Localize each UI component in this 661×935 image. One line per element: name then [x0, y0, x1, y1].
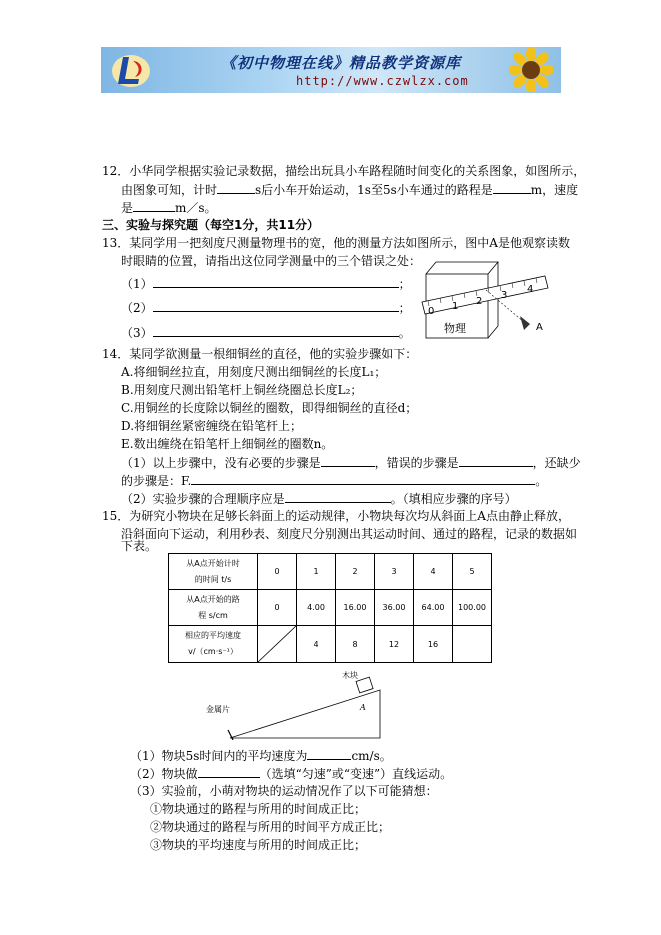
sunflower-icon — [509, 48, 553, 92]
header-banner — [101, 47, 561, 93]
answer-blank[interactable] — [493, 180, 531, 194]
table-cell: 3 — [375, 554, 414, 590]
q14-sub2: （2）实验步骤的合理顺序应是 。（填相应步骤的序号） — [121, 489, 517, 508]
ruler — [422, 276, 548, 314]
table-cell: 12 — [375, 626, 414, 663]
banner-url[interactable]: http://www.czwlzx.com — [296, 74, 469, 88]
incline-figure — [200, 668, 390, 740]
q15-sub2: （2）物块做 （选填“匀速”或“变速”）直线运动。 — [130, 764, 452, 783]
q14-step-e: E.数出缠绕在铅笔杆上细铜丝的圈数n。 — [121, 437, 334, 451]
q14-step-c: C.用铜丝的长度除以铜丝的圈数，即得细铜丝的直径d； — [121, 401, 418, 415]
table-cell: 2 — [336, 554, 375, 590]
q12-line3: 是 m／s。 — [121, 198, 217, 217]
ruler-measurement-figure — [420, 256, 555, 341]
q15-line3: 下表。 — [121, 539, 158, 553]
table-cell: 16.00 — [336, 590, 375, 626]
data-table — [168, 553, 492, 663]
table-cell: 0 — [258, 554, 297, 590]
eye-label: A — [536, 322, 543, 333]
ruler-tick-label: 2 — [476, 296, 483, 307]
table-cell: 64.00 — [414, 590, 453, 626]
table-row — [169, 554, 492, 590]
q12-line1: 12．小华同学根据实验记录数据，描绘出玩具小车路程随时间变化的关系图象，如图所示， — [102, 164, 586, 178]
q14-step-a: A.将细铜丝拉直，用刻度尺测出细铜丝的长度L₁； — [121, 365, 387, 379]
block-label: 木块 — [342, 671, 358, 680]
table-cell — [453, 626, 492, 663]
answer-blank[interactable] — [133, 198, 175, 212]
answer-blank[interactable] — [153, 274, 399, 288]
book-label: 物理 — [444, 322, 466, 335]
q15-sub1: （1）物块5s时间内的平均速度为 cm/s。 — [130, 746, 392, 765]
q14-sub1-cont: 的步骤是：F. 。 — [121, 471, 547, 490]
table-cell: 100.00 — [453, 590, 492, 626]
banner-title: 《初中物理在线》精品教学资源库 — [221, 54, 462, 72]
table-cell: 36.00 — [375, 590, 414, 626]
q13-item1: （1） ； — [121, 274, 411, 293]
table-cell: 1 — [297, 554, 336, 590]
guess-2: ②物块通过的路程与所用的时间平方成正比； — [150, 820, 391, 834]
row-header: 从A点开始的路 程 s/cm — [169, 590, 258, 626]
table-cell: 8 — [336, 626, 375, 663]
answer-blank[interactable] — [153, 298, 399, 312]
ruler-tick-label: 4 — [527, 284, 534, 295]
diagonal-slash — [258, 626, 296, 662]
q13-line2: 时眼睛的位置，请指出这位同学测量中的三个错误之处： — [121, 254, 422, 268]
q14-sub1: （1）以上步骤中，没有必要的步骤是 ，错误的步骤是 ，还缺少 — [121, 453, 581, 472]
q13-line1: 13．某同学用一把刻度尺测量物理书的宽，他的测量方法如图所示，图中A是他观察读数 — [102, 236, 570, 250]
guess-3: ③物块的平均速度与所用的时间成正比； — [150, 838, 367, 852]
answer-blank[interactable] — [285, 489, 391, 503]
table-row — [169, 590, 492, 626]
q15-sub3: （3）实验前，小萌对物块的运动情况作了以下可能猜想： — [130, 784, 438, 798]
q14-line1: 14．某同学欲测量一根细铜丝的直径，他的实验步骤如下： — [102, 347, 418, 361]
metal-plate — [228, 730, 233, 740]
eye-icon — [520, 316, 530, 330]
row-header: 相应的平均速度 v/（cm·s⁻¹） — [169, 626, 258, 663]
table-cell: 4 — [414, 554, 453, 590]
q14-step-d: D.将细铜丝紧密缠绕在铅笔杆上； — [121, 419, 303, 433]
guess-1: ①物块通过的路程与所用的时间成正比； — [150, 802, 367, 816]
answer-blank[interactable] — [198, 764, 260, 778]
table-cell: 16 — [414, 626, 453, 663]
slope — [230, 690, 380, 738]
point-a-label: A — [360, 703, 366, 712]
answer-blank[interactable] — [217, 180, 255, 194]
block — [356, 677, 373, 693]
q13-item3: （3） 。 — [121, 323, 411, 342]
ruler-tick-label: 0 — [428, 306, 435, 317]
answer-blank[interactable] — [191, 471, 535, 485]
table-cell: 4.00 — [297, 590, 336, 626]
plate-label: 金属片 — [206, 705, 230, 714]
answer-blank[interactable] — [321, 453, 375, 467]
q15-line1: 15．为研究小物块在足够长斜面上的运动规律，小物块每次均从斜面上A点由静止释放， — [102, 509, 570, 523]
table-cell: 0 — [258, 590, 297, 626]
q15-line2: 沿斜面向下运动，利用秒表、刻度尺分别测出其运动时间、通过的路程，记录的数据如 — [121, 527, 578, 541]
table-cell-diagonal — [258, 626, 297, 663]
ruler-tick-label: 1 — [452, 301, 459, 312]
row-header: 从A点开始计时 的时间 t/s — [169, 554, 258, 590]
answer-blank[interactable] — [459, 453, 533, 467]
q12-line2: 由图象可知，计时 s后小车开始运动，1s至5s小车通过的路程是 m，速度 — [121, 180, 578, 199]
table-cell: 5 — [453, 554, 492, 590]
table-cell: 4 — [297, 626, 336, 663]
table-row — [169, 626, 492, 663]
q13-item2: （2） ； — [121, 298, 411, 317]
answer-blank[interactable] — [307, 746, 351, 760]
section-title: 三、实验与探究题（每空1分，共11分） — [102, 218, 320, 232]
q14-step-b: B.用刻度尺测出铅笔杆上铜丝绕圈总长度L₂； — [121, 383, 363, 397]
answer-blank[interactable] — [153, 323, 399, 337]
logo-icon — [109, 51, 153, 89]
ruler-tick-label: 3 — [501, 290, 508, 301]
